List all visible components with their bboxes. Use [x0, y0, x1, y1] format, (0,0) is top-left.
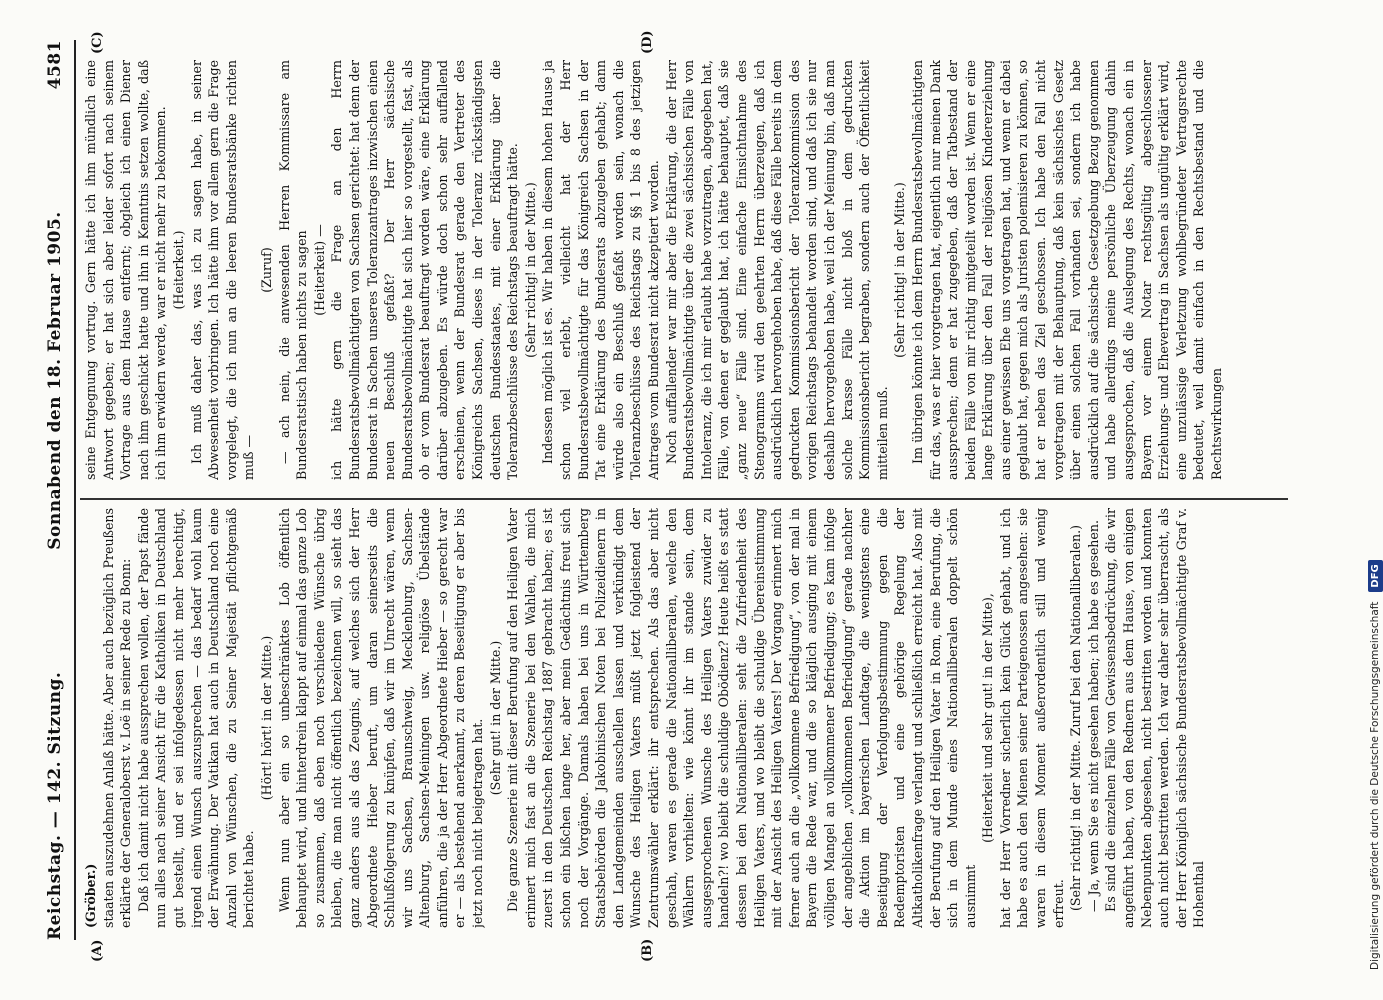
left-paragraph: staaten auszudehnen Anlaß hätte. Aber auch bezüglich Preußens erklärte der Generaloberst v. Loë in seiner Rede zu Bonn:	[100, 508, 134, 928]
page-header	[40, 40, 70, 940]
left-paragraphs	[100, 508, 1208, 928]
speaker-tag: (Gröber.)	[83, 863, 98, 928]
left-paragraph: Die ganze Szenerie mit dieser Berufung auf den Heiligen Vater erinnert mich fast an die Szenerie bei den Wahlen, die mich zuerst in den Deutschen Reichstag 1887 gebracht haben; es ist schon ein bißchen lange her, aber mein Gedächtnis freut sich noch der Vorgänge. Damals haben bei uns in Württemberg Staatsbehörden die Jakobinischen Noten bei Polizeidienern in den Landgemeinden ausschellen lassen und verkündigt dem Wunsche des Heiligen Vaters müßt jetzt folgleistend der Zentrumswähler erklärt: ihr entsprechen. Als das aber nicht geschah, waren es gerade die Nationalliberalen, welche den Wählern vorhielten: wie könnt ihr im stande sein, dem ausgesprochenen Wunsche des Heiligen Vaters zuwider zu handeln?! wo bleibt die schuldige Obödienz? Heute heißt es statt dessen bei den Nationalliberalen: seht die Zufriedenheit des Heiligen Vaters, und wo bleibt die schuldige Übereinstimmung mit der Ansicht des Heiligen Vaters! Der Vorgang erinnert mich ferner auch an die „vollkommene Befriedigung“, von der mal in Bayern die Rede war, und die so kläglich ausging mit einem völligen Mangel an vollkommener Befriedigung; es kam infolge der angeblichen „vollkommenen Befriedigung“ gerade nachher die Aktion im bayerischen Landtage, die wenigstens eine Beseitigung der Verfolgungsbestimmung gegen die Redemptoristen und eine gehörige Regelung der Altkatholikenfrage verlangt und schließlich erreicht hat. Also mit der Berufung auf den Heiligen Vater in Rom, eine Berufung, die sich in dem Munde eines Nationalliberalen doppelt schön ausnimmt	[505, 508, 978, 928]
left-paragraph: (Hört! hört! in der Mitte.)	[258, 635, 274, 801]
left-paragraph: Daß ich damit nicht habe aussprechen wollen, der Papst fände nun alles nach seiner Ansicht für die Katholiken in Deutschland gut bestellt, und er sei infolgedessen nicht mehr berechtigt, irgend einen Wunsch auszusprechen — das bedarf wohl kaum der Erwähnung. Der Vatikan hat auch in Deutschland noch eine Anzahl von Wünschen, die zu Seiner Majestät pflichtgemäß berichtet habe.	[135, 508, 257, 928]
right-paragraph: (Heiterkeit) —	[311, 224, 327, 316]
page-number: 4581	[45, 40, 65, 90]
left-column	[82, 508, 1288, 928]
digitization-credit	[1352, 0, 1382, 1000]
column-divider	[80, 499, 1288, 501]
right-paragraph: (Heiterkeit.)	[170, 230, 186, 310]
left-paragraph: hat der Herr Vorredner sicherlich kein Glück gehabt, und ich habe es auch den Mienen seiner Parteigenossen angesehen: sie waren in diesem Moment außerordentlich still und wenig erfreut.	[997, 508, 1066, 928]
right-paragraph: — ach nein, die anwesenden Herren Kommissare am Bundesratstisch haben nichts zu sagen	[276, 60, 310, 480]
left-paragraph: Es sind die einzelnen Fälle von Gewissensbedrückung, die wir angeführt haben, von den Rednern aus dem Hause, von einigen Nebenpunkten abgesehen, nicht bestritten worden und konnten auch nicht bestritten werden. Ich war daher sehr überrascht, als der Herr Königlich sächsische Bundesratsbevollmächtigte Graf v. Hohenthal	[1103, 508, 1207, 928]
right-paragraph: ich hätte gern die Frage an den Herrn Bundesratsbevollmächtigten von Sachsen gerichtet: hat denn der Bundesrat in Sachen unseres Toleranzantrages inzwischen einen neuen Beschluß gefaßt? Der Herr sächsische Bundesratsbevollmächtigte hat sich hier so vorgestellt, fast, als ob er vom Bundesrat beauftragt worden wäre, eine Erklärung darüber abzugeben. Es würde doch schon sehr auffallend erscheinen, wenn der Bundesrat gerade den Vertreter des Königreichs Sachsen, dieses in der Toleranz rückständigsten deutschen Bundesstaates, mit einer Erklärung über die Toleranzbeschlüsse des Reichstags beauftragt hätte.	[329, 60, 521, 480]
right-column	[82, 60, 1288, 480]
left-paragraph: (Sehr richtig! in der Mitte. Zuruf bei den Nationalliberalen.)	[1068, 524, 1084, 912]
left-paragraph: (Sehr gut! in der Mitte.)	[487, 640, 503, 796]
right-paragraph: (Sehr richtig! in der Mitte.)	[522, 182, 538, 358]
dfg-logo: DFG	[1368, 560, 1383, 591]
right-paragraph: seine Entgegnung vortrug. Gern hätte ich ihm mündlich eine Antwort gegeben; er hat sich aber leider sofort nach seinem Vortrage aus dem Hause entfernt; obgleich ich einen Diener nach ihm geschickt hatte und ihn in Kenntnis setzen wollte, daß ich ihm erwidern werde, war er nicht mehr zu bekommen.	[83, 60, 169, 480]
left-paragraph: Wenn nun aber ein so unbeschränktes Lob öffentlich behauptet wird, und hinterdrein klappt auf einmal das ganze Lob so zusammen, daß eben noch verschiedene Wünsche übrig bleiben, die man nicht öffentlich bezeichnen will, so sieht das ganz anders aus als das Zeugnis, auf welches sich der Herr Abgeordnete Hieber beruft, um daran seinerseits die Schlußfolgerung zu knüpfen, daß wir im Unrecht wären, wenn wir uns Sachsen, Braunschweig, Mecklenburg, Sachsen-Altenburg, Sachsen-Meiningen usw. religiöse Übelstände anführen, die ja der Herr Abgeordnete Hieber — so gerecht war er — als bestehend anerkannt, zu deren Beseitigung er aber bis jetzt noch nicht beigetragen hat.	[276, 508, 486, 928]
margin-letter-d: (D)	[640, 30, 655, 54]
left-paragraph: — Ja, wenn Sie es nicht gesehen haben; ich habe es gesehen.	[1085, 520, 1101, 912]
right-paragraph: Im übrigen könnte ich dem Herrn Bundesratsbevollmächtigten für das, was er hier vorgetragen hat, eigentlich nur meinen Dank aussprechen; denn er hat zugegeben, daß der Tatbestand der beiden Fälle von mir richtig mitgeteilt worden ist. Wenn er eine lange Erklärung über den Fall der religiösen Kindererziehung aus einer gewissen Ehe uns vorgetragen hat, und wenn er dabei geglaubt hat, gegen mich als Juristen polemisieren zu können, so hat er neben das Ziel geschossen. Ich habe den Fall nicht vorgetragen mit der Behauptung, daß kein sächsisches Gesetz über einen solchen Fall vorhanden sei, sondern ich habe ausdrücklich auf die sächsische Gesetzgebung Bezug genommen und habe allerdings meine persönliche Überzeugung dahin ausgesprochen, daß die Auslegung des Rechts, wonach ein in Bayern vor einem Notar rechtsgültig abgeschlossener Erziehungs- und Ehevertrag in Sachsen als ungültig erklärt wird, eine unzulässige Verletzung wohlbegründeter Vertragsrechte bedeutet, weil damit einfach in den Rechtsbestand und die Rechtswirkungen	[909, 60, 1224, 480]
margin-letter-a: (A)	[90, 939, 105, 962]
right-paragraph: Noch auffallender war mir aber die Erklärung, die der Herr Bundesratsbevollmächtigte über die zwei sächsischen Fälle von Intoleranz, die ich mir erlaubt habe vorzutragen, abgegeben hat, Fälle, von denen er geglaubt hat, ich hätte behauptet, daß sie „ganz neue“ Fälle sind. Eine einfache Einsichtnahme des Stenogramms wird den geehrten Herrn überzeugen, daß ich ausdrücklich hervorgehoben habe, daß diese Fälle bereits in dem gedruckten Kommissionsbericht der Toleranzkommission des vorigen Reichstags behandelt worden sind, und daß ich sie nur deshalb hervorgehoben habe, weil ich der Meinung bin, daß man solche krasse Fälle nicht bloß in dem gedruckten Kommissionsbericht begraben, sondern auch der Öffentlichkeit mitteilen muß.	[663, 60, 890, 480]
right-paragraph: (Sehr richtig! in der Mitte.)	[892, 182, 908, 358]
credit-text: Digitalisierung gefördert durch die Deutsche Forschungsgemeinschaft	[1369, 601, 1381, 970]
right-paragraph: Indessen möglich ist es. Wir haben in diesem hohen Hause ja schon viel erlebt, vielleicht hat der Herr Bundesratsbevollmächtigte für das Königreich Sachsen in der Tat eine Erklärung des Bundesrats abzugeben gehabt; dann würde also ein Beschluß gefaßt worden sein, wonach die Toleranzbeschlüsse des Reichstags zu §§ 1 bis 8 des jetzigen Antrages vom Bundesrat nicht akzeptiert worden.	[540, 60, 661, 480]
right-paragraph: (Zuruf)	[258, 247, 274, 293]
right-paragraphs	[82, 60, 1226, 480]
header-rule	[74, 40, 76, 940]
margin-letter-c: (C)	[90, 31, 105, 54]
header-center: Sonnabend den 18. Februar 1905.	[45, 211, 65, 550]
margin-letter-b: (B)	[640, 938, 655, 962]
right-paragraph: Ich muß daher das, was ich zu sagen habe, in seiner Abwesenheit vorbringen. Ich hätte ihm vor allem gern die Frage vorgelegt, die ich nun an die leeren Bundesratsbänke richten muß —	[188, 60, 257, 480]
left-paragraph: (Heiterkeit und sehr gut! in der Mitte),	[980, 593, 996, 843]
header-left: Reichstag. — 142. Sitzung.	[45, 671, 65, 940]
